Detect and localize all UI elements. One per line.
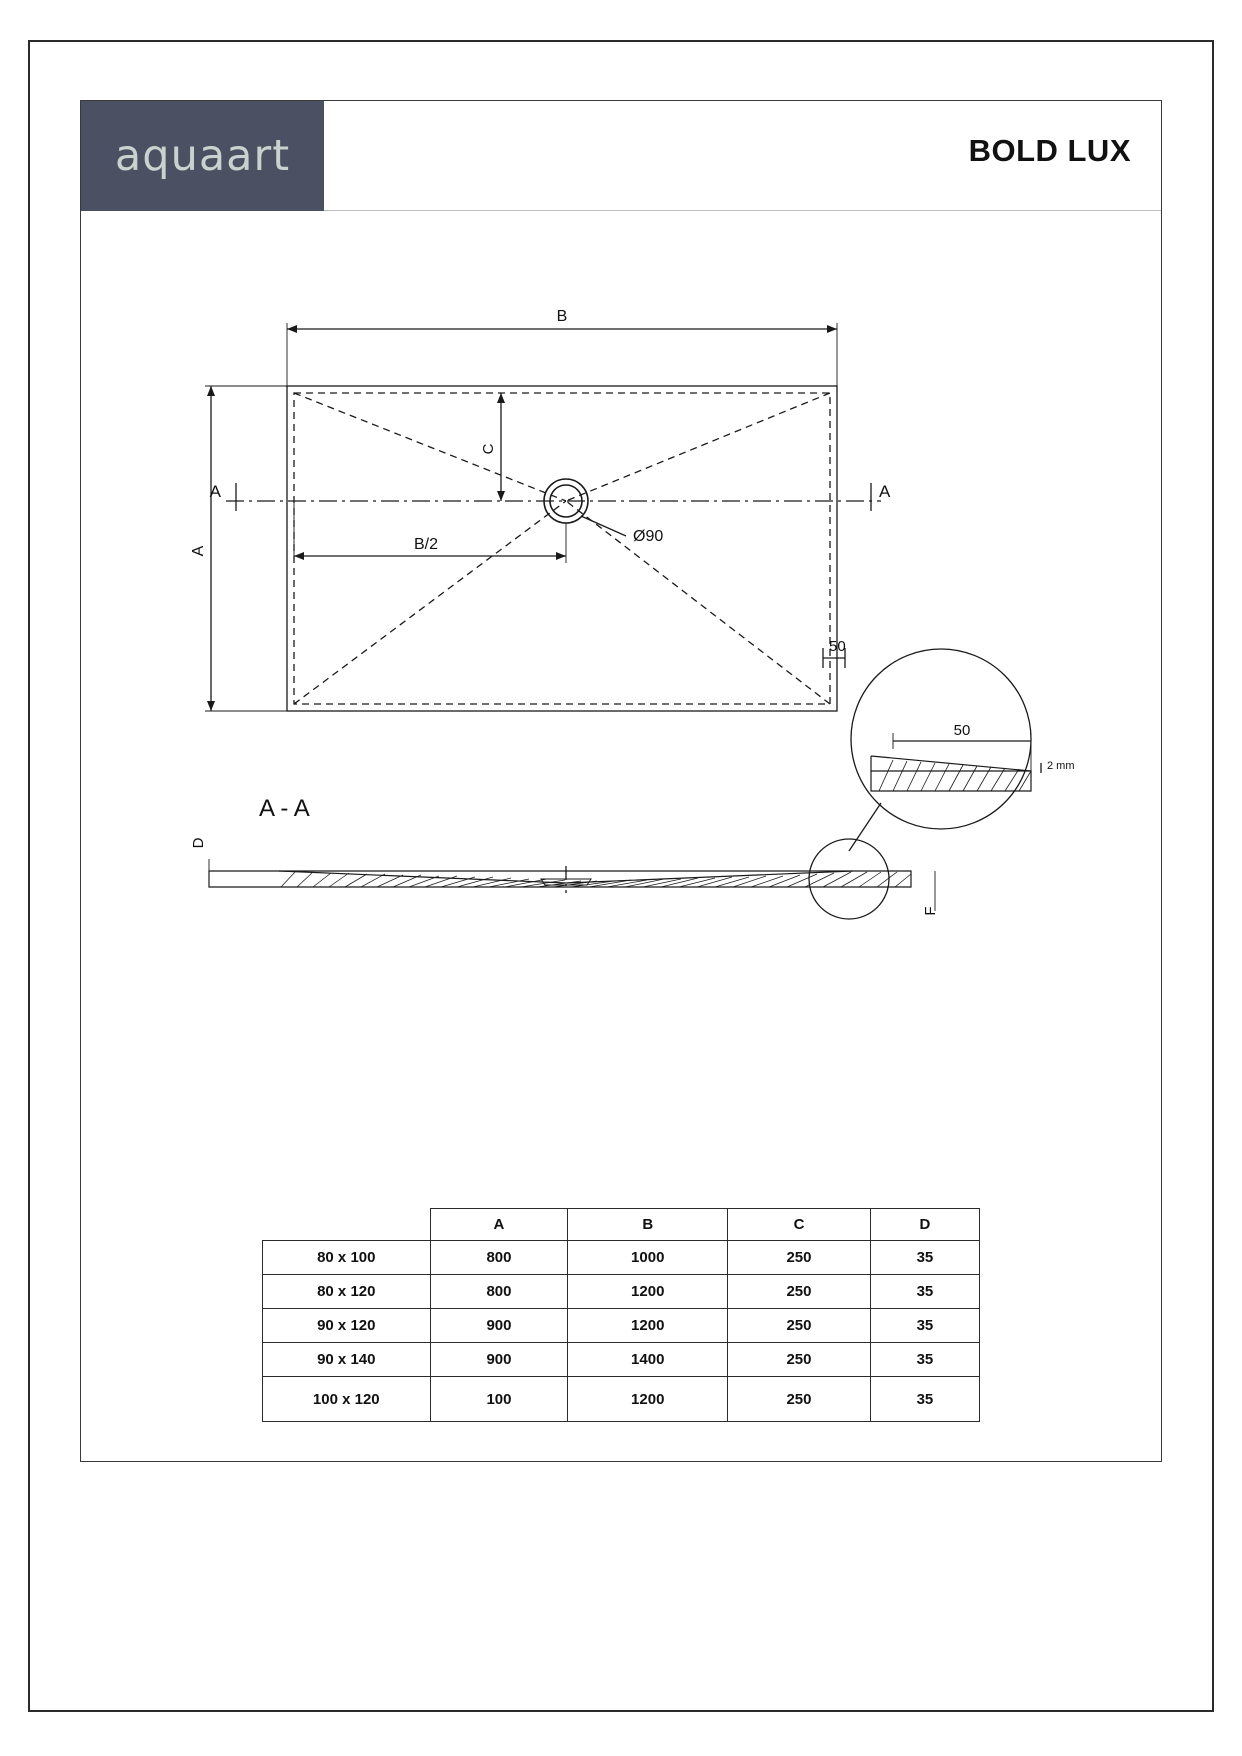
table-cell-c: 250: [728, 1309, 871, 1343]
brand-logo-text: aquaart: [114, 130, 291, 181]
detail-leader-line: [849, 803, 881, 851]
table-cell-b: 1200: [568, 1309, 728, 1343]
table-row: [263, 1275, 980, 1309]
tray-slope-lines: [294, 393, 830, 704]
table-row: [263, 1309, 980, 1343]
detail-dim-50-label: 50: [953, 722, 971, 739]
table-cell-size: 80 x 120: [263, 1275, 431, 1309]
dim-f-label: F: [922, 906, 939, 916]
table-cell-a: 800: [430, 1275, 568, 1309]
section-marker-right: A: [879, 482, 891, 501]
table-cell-a: 800: [430, 1241, 568, 1275]
dim-c-label: C: [480, 443, 497, 455]
table-cell-d: 35: [870, 1275, 979, 1309]
section-view-title: A - A: [259, 795, 310, 822]
table-row: [263, 1241, 980, 1275]
table-cell-b: 1200: [568, 1377, 728, 1422]
table-cell-a: 900: [430, 1309, 568, 1343]
detail-section-hatch: [871, 756, 1031, 791]
dim-b-label: B: [556, 308, 568, 325]
detail-dim-thickness-label: 2 mm: [1047, 760, 1075, 772]
section-profile: [209, 866, 911, 893]
table-cell-size: 80 x 100: [263, 1241, 431, 1275]
table-cell-d: 35: [870, 1343, 979, 1377]
dimensions-table-wrapper: [262, 1208, 980, 1422]
drawing-header: [81, 101, 1161, 211]
dim-b2-label: B/2: [413, 536, 439, 553]
table-cell-d: 35: [870, 1377, 979, 1422]
drain-diameter-label: Ø90: [633, 528, 664, 545]
table-cell-c: 250: [728, 1377, 871, 1422]
table-row: [263, 1343, 980, 1377]
technical-drawing: [81, 211, 1161, 1031]
table-cell-d: 35: [870, 1309, 979, 1343]
table-header-a: A: [430, 1209, 568, 1241]
table-header-size: [263, 1209, 431, 1241]
tray-outline: [287, 386, 837, 711]
table-cell-d: 35: [870, 1241, 979, 1275]
tray-inner-dashed: [294, 393, 830, 704]
table-cell-size: 100 x 120: [263, 1377, 431, 1422]
dim-50-label: 50: [829, 638, 846, 655]
page-title: BOLD LUX: [968, 133, 1131, 168]
table-cell-c: 250: [728, 1241, 871, 1275]
table-cell-a: 900: [430, 1343, 568, 1377]
table-header-b: B: [568, 1209, 728, 1241]
section-marker-left: A: [209, 482, 221, 501]
table-cell-b: 1000: [568, 1241, 728, 1275]
table-cell-c: 250: [728, 1343, 871, 1377]
dimensions-table: [262, 1208, 980, 1422]
table-header-d: D: [870, 1209, 979, 1241]
table-cell-b: 1400: [568, 1343, 728, 1377]
table-header-row: [263, 1209, 980, 1241]
table-cell-a: 100: [430, 1377, 568, 1422]
drain-leader-line: [581, 516, 626, 536]
table-cell-size: 90 x 140: [263, 1343, 431, 1377]
table-cell-size: 90 x 120: [263, 1309, 431, 1343]
table-cell-b: 1200: [568, 1275, 728, 1309]
brand-logo: [81, 101, 324, 211]
dim-d-label: D: [190, 837, 207, 849]
table-row: [263, 1377, 980, 1422]
dim-a-label: A: [190, 545, 207, 557]
table-cell-c: 250: [728, 1275, 871, 1309]
table-header-c: C: [728, 1209, 871, 1241]
detail-bubble-circle: [851, 649, 1031, 829]
